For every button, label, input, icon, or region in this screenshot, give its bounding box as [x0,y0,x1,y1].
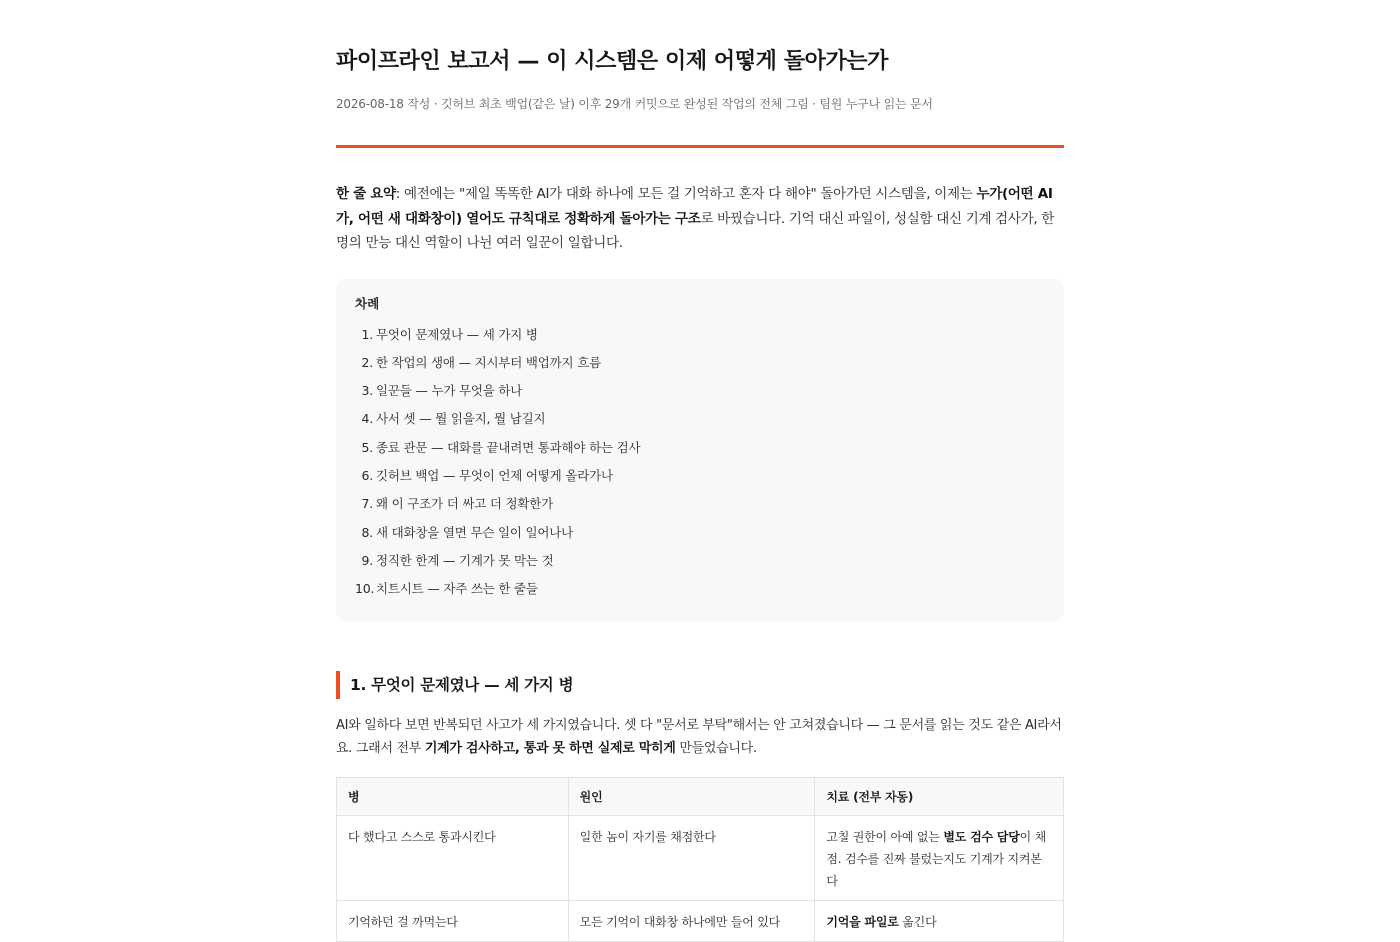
toc-item[interactable] [355,434,1044,462]
cause-cell: 일한 놈이 자기를 채점한다 [568,816,815,901]
toc-item-label: 사서 셋 — 뭘 읽을지, 뭘 남길지 [376,411,546,427]
cure-text-post: 옮긴다 [898,915,937,930]
section-text-1: AI와 일하다 보면 반복되던 사고가 세 가지였습니다. 셋 다 "문서로 부탁"해서는 안 고쳐졌습니다 — 그 문서를 읽는 것도 같은 AI라서요. 그래서 전부 [336,718,1062,756]
toc-item-number: 3. [361,383,373,399]
toc-item-number: 8. [361,524,373,540]
section-heading: 1. 무엇이 문제였나 — 세 가지 병 [336,671,1064,699]
toc-list [355,321,1044,604]
summary-label: 한 줄 요약 [336,186,396,202]
toc-item[interactable] [355,321,1044,349]
toc-item-label: 왜 이 구조가 더 싸고 더 정확한가 [376,496,554,512]
toc-item-number: 6. [361,467,373,483]
toc-item-number: 10. [355,581,375,597]
toc-item-label: 깃허브 백업 — 무엇이 언제 어떻게 올라가나 [376,467,613,483]
table-row [337,816,1064,901]
summary-paragraph [336,182,1064,256]
cure-text-post: 이 채점. 검수를 진짜 불렀는지도 기계가 지켜본다 [826,830,1047,889]
toc-title: 차례 [355,295,380,311]
toc-item-number: 7. [361,496,373,512]
cure-text-bold: 별도 검수 담당 [943,830,1020,845]
problem-cell: 기억하던 걸 까먹는다 [337,901,569,942]
toc-item-label: 종료 관문 — 대화를 끝내려면 통과해야 하는 검사 [376,439,641,455]
cause-cell: 모든 기억이 대화창 하나에만 들어 있다 [568,901,815,942]
column-header-cure: 치료 (전부 자동) [815,778,1064,816]
section-bold: 기계가 검사하고, 통과 못 하면 실제로 막히게 [424,740,676,756]
cure-text-bold: 기억을 파일로 [826,915,899,930]
toc-item[interactable] [355,575,1044,603]
toc-item-number: 9. [361,552,373,568]
toc-item[interactable] [355,405,1044,433]
toc-item-number: 4. [361,411,373,427]
toc-item[interactable] [355,519,1044,547]
summary-text-2: 로 바꿨습니다. 기억 대신 파일이, 성실함 대신 기계 검사가, 한 명의 만능 대신 역할이 나뉜 여러 일꾼이 일합니다. [336,210,1055,251]
table-header-row [337,778,1064,816]
cure-text-pre: 고칠 권한이 아예 없는 [826,830,944,845]
section-text-2: 만들었습니다. [675,740,757,756]
title-divider [336,145,1064,148]
summary-bold: 누가(어떤 AI가, 어떤 새 대화창이) 열어도 규칙대로 정확하게 돌아가는 구조 [336,186,1053,227]
toc-item[interactable] [355,547,1044,575]
problems-table [336,777,1064,942]
toc-item-label: 무엇이 문제였나 — 세 가지 병 [376,326,538,342]
toc-item[interactable] [355,349,1044,377]
toc-item[interactable] [355,377,1044,405]
toc-item-label: 한 작업의 생애 — 지시부터 백업까지 흐름 [376,354,601,370]
section-paragraph [336,715,1064,760]
toc-item-label: 정직한 한계 — 기계가 못 막는 것 [376,552,554,568]
report-page [336,0,1064,942]
toc-item-label: 치트시트 — 자주 쓰는 한 줄들 [376,581,538,597]
toc-item-label: 일꾼들 — 누가 무엇을 하나 [376,383,523,399]
column-header-cause: 원인 [568,778,815,816]
table-of-contents [336,279,1064,622]
meta-line: 2026-08-18 작성 · 깃허브 최초 백업(같은 날) 이후 29개 커밋으로 완성된 작업의 전체 그림 · 팀원 누구나 읽는 문서 [336,97,933,111]
toc-item-number: 1. [361,326,373,342]
cure-cell [815,901,1064,942]
toc-item[interactable] [355,462,1044,490]
toc-item-label: 새 대화창을 열면 무슨 일이 일어나나 [376,524,573,540]
problem-cell: 다 했다고 스스로 통과시킨다 [337,816,569,901]
page-title: 파이프라인 보고서 — 이 시스템은 이제 어떻게 돌아가는가 [336,49,889,74]
table-row [337,901,1064,942]
toc-item[interactable] [355,490,1044,518]
toc-item-number: 2. [361,354,373,370]
toc-item-number: 5. [361,439,373,455]
cure-cell [815,816,1064,901]
column-header-problem: 병 [337,778,569,816]
summary-text-1: : 예전에는 "제일 똑똑한 AI가 대화 하나에 모든 걸 기억하고 혼자 다 해야" 돌아가던 시스템을, 이제는 [395,186,977,202]
